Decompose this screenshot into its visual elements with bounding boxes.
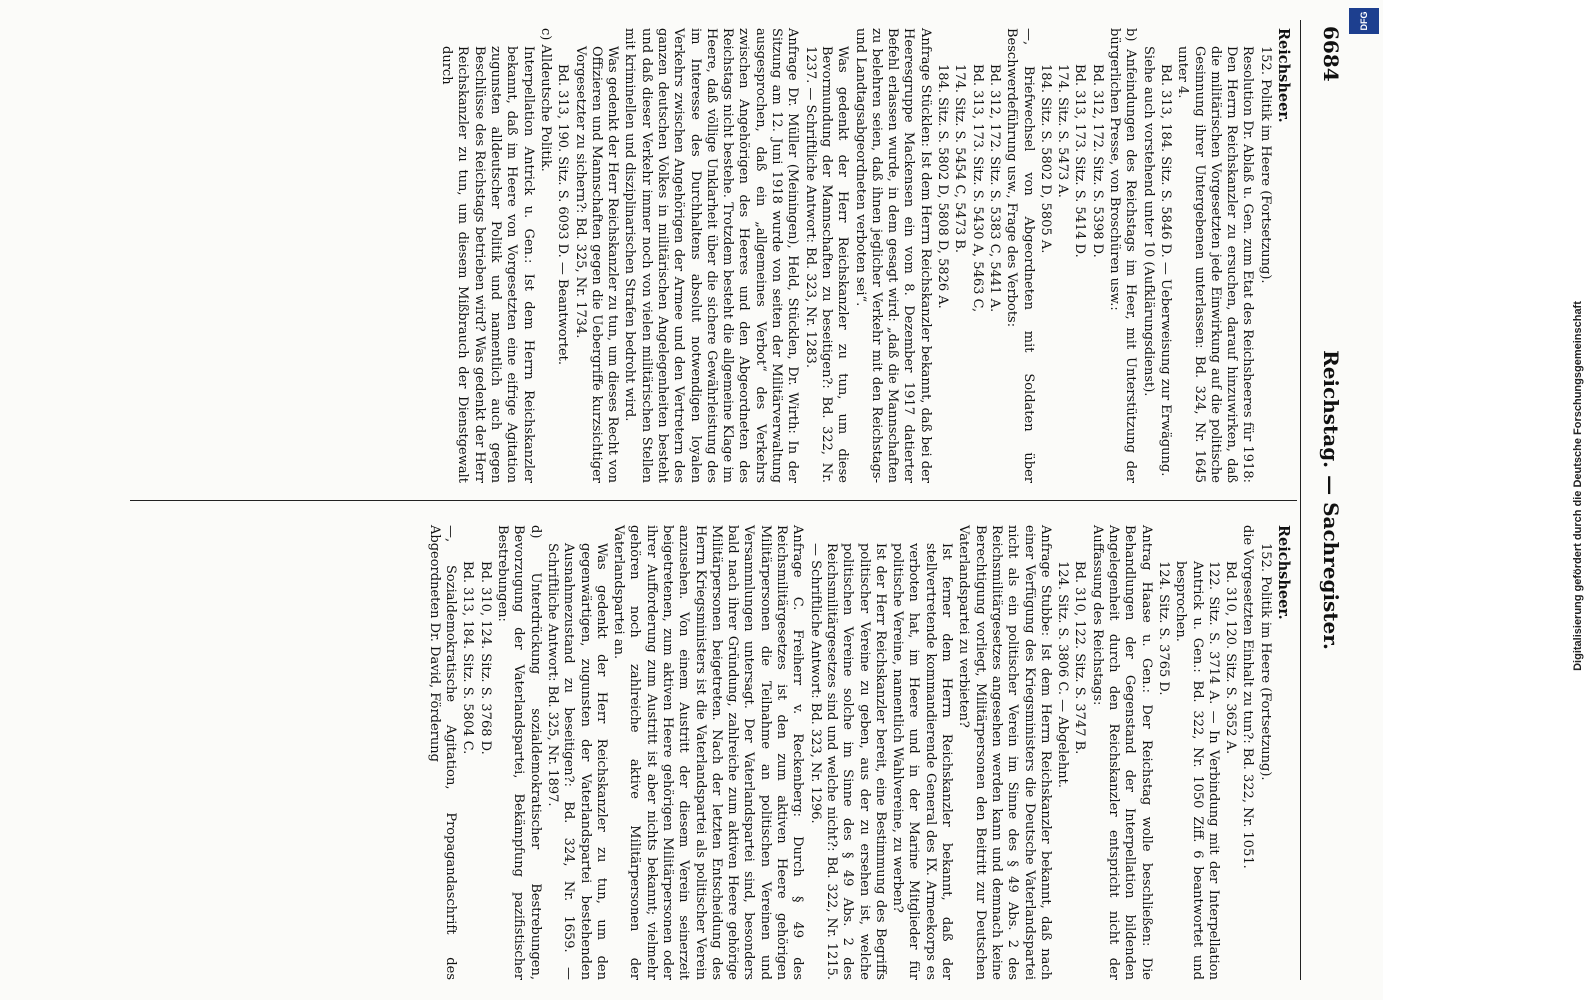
left-paragraph: Anfrage Stücklen: Ist dem Herrn Reichskanzler bekannt, daß bei der Heeresgruppe Mackensen ein vom 8. Dezember 1917 datierter Befehl erlassen wurde, in dem gesagt wird: „daß die Mannschaften zu belehren seien, daß ihnen jeglicher Verkehr mit den Reichstags- und Landtagsabgeordneten verboten sei“.: [852, 28, 933, 483]
right-paragraph: 124. Sitz. S. 3765 D.: [1155, 561, 1171, 696]
left-paragraph: 184. Sitz. S. 5802 D, 5805 A.: [1037, 64, 1053, 254]
right-paragraph: Bd. 310, 124. Sitz. S. 3768 D.: [477, 561, 493, 755]
right-paragraph: Anfrage Stubbe: Ist dem Herrn Reichskanzler bekannt, daß nach einer Verfügung des Kriegsministers die Deutsche Vaterlandspartei nicht als ein politischer Verein im Sinne des § 49 Abs. 2 des Reichsmilitärgesetzes angesehen werden kann und demnach keine Berechtigung vorliegt, Militärpersonen den Beitritt zur Deutschen Vaterlandspartei zu verbieten?: [956, 525, 1053, 980]
right-column-heading: 152. Politik im Heere (Fortsetzung).: [1257, 543, 1273, 781]
left-paragraph: 174. Sitz. S. 5473 A.: [1055, 64, 1071, 198]
right-column: [425, 525, 1291, 980]
left-paragraph: Anfrage Dr. Müller (Meiningen), Held, Stücklen, Dr. Wirth: In der Sitzung am 12. Juni 1918 wurde von seiten der Militärverwaltung ausgesprochen, daß ein „allgemeines Verbot“ des Verkehrs zwischen Angehörigen des Heeres und den Abgeordneten des Reichstags nicht bestehe. Trotzdem besteht die allgemeine Klage im Heere, daß völlige Unklarheit über die sichere Gewährleistung des im Interesse des Durchhaltens absolut notwendigen loyalen Verkehrs zwischen Angehörigen der Armee und den Vertretern des ganzen deutschen Volkes in militärischen Angelegenheiten besteht und daß dieser Verkehr immer noch von vielen militärischen Stellen mit kriminellen und disziplinarischen Strafen bedroht wird.: [622, 28, 801, 483]
right-paragraph: d) Unterdrückung sozialdemokratischer Bestrebungen, Bevorzugung der Vaterlandspartei, Bekämpfung pazifistischer Bestrebungen:: [495, 525, 543, 980]
right-paragraph: Was gedenkt der Herr Reichskanzler zu tun, um den gegenwärtigen, zugunsten der Vaterlandspartei bestehenden Ausnahmezustand zu beseitigen?: Bd. 324, Nr. 1659. — Schriftliche Antwort: Bd. 325, Nr. 1897.: [544, 543, 609, 980]
right-paragraph: Anfrage C. Freiherr v. Reckenberg: Durch § 49 des Reichsmilitärgesetzes ist den zum aktiven Heere gehörigen Militärpersonen die Teilnahme an politischen Vereinen und Versammlungen untersagt. Der Vaterlandspartei sind, besonders bald nach ihrer Gründung, zahlreiche zum aktiven Heere gehörige Militärpersonen beigetreten. Nach der letzten Entscheidung des Herrn Kriegsministers ist die Vaterlandspartei als politischer Verein anzusehen. Von einem Austritt der diesem Verein seinerzeit beigetretenen, zum aktiven Heere gehörigen Militärpersonen oder ihrer Aufforderung zum Austritt ist aber nichts bekannt; vielmehr gehören noch zahlreiche aktive Militärpersonen der Vaterlandspartei an.: [611, 525, 806, 980]
left-paragraph: Bd. 313, 173. Sitz. S. 5430 A, 5463 C,: [969, 64, 985, 313]
digitization-credit: Digitalisierung gefördert durch die Deutsche Forschungsgemeinschaft: [1572, 301, 1584, 671]
running-title: Reichstag. — Sachregister.: [1319, 350, 1343, 650]
right-paragraph: —, Sozialdemokratische Agitation, Propagandaschrift des Abgeordneten Dr. David, Förderung: [426, 525, 459, 980]
right-paragraph: Ist der Herr Reichskanzler bereit, eine Bestimmung des Begriffs politischer Vereine zu geben, aus der zu ersehen ist, welche politischen Vereine solche im Sinne des § 49 Abs. 2 des Reichsmilitärgesetzes sind und welche nicht?: Bd. 322, Nr. 1215. — Schriftliche Antwort: Bd. 323, Nr. 1296.: [807, 543, 888, 980]
left-paragraph: Interpellation Antrick u. Gen.: Ist dem Herrn Reichskanzler bekannt, daß im Heere von Vorgesetzten eine eifrige Agitation zugunsten alldeutscher Politik und namentlich auch gegen Beschlüsse des Reichstags betrieben wird? Was gedenkt der Herr Reichskanzler zu tun, um diesem Mißbrauch der Dienstgewalt durch: [439, 46, 536, 483]
dfg-logo: DFG: [1349, 8, 1379, 34]
left-paragraph: Was gedenkt der Herr Reichskanzler zu tun, um dieses Recht von Offizieren und Mannschaften gegen die Uebergriffe kurzsichtiger Vorgesetzter zu sichern?: Bd. 325, Nr. 1734.: [572, 46, 621, 483]
right-paragraph: Ist ferner dem Herrn Reichskanzler bekannt, daß der stellvertretende kommandierende General des IX. Armeekorps es verboten hat, im Heere und in der Marine Mitglieder für politische Vereine, namentlich Wahlvereine, zu werben?: [890, 543, 955, 980]
header-rule: [1300, 20, 1301, 980]
right-paragraph: Bd. 310, 120. Sitz. S. 3652 A.: [1223, 561, 1239, 755]
left-column: [437, 28, 1291, 483]
left-paragraph: 184. Sitz. S. 5802 D, 5808 D, 5826 A.: [935, 64, 951, 309]
column-divider: [130, 500, 1297, 501]
left-column-catchword: Reichsheer.: [1275, 28, 1292, 123]
left-paragraph: Bd. 313, 190. Sitz. S. 6093 D. — Beantwortet.: [555, 64, 571, 366]
right-column-catchword: Reichsheer.: [1275, 525, 1292, 620]
right-paragraph: 124. Sitz. S. 3806 C. — Abgelehnt.: [1055, 561, 1071, 788]
left-column-heading: 152. Politik im Heere (Fortsetzung).: [1257, 46, 1273, 284]
page-header: [1305, 0, 1383, 1000]
left-paragraph: Bd. 312, 172. Sitz. S. 5398 D.: [1089, 64, 1105, 258]
left-paragraph: Was gedenkt der Herr Reichskanzler zu tun, um diese Bevormundung der Mannschaften zu beseitigen?: Bd. 322, Nr. 1237. — Schriftliche Antwort: Bd. 323, Nr. 1283.: [802, 46, 851, 483]
page-number: 6684: [1319, 26, 1343, 82]
right-paragraph: die Vorgesetzten Einhalt zu tun?: Bd. 322, Nr. 1051.: [1240, 525, 1256, 869]
right-paragraph: Antrag Haase u. Gen.: Der Reichstag wolle beschließen: Die Behandlungen der Gegenstand der Interpellation bildenden Angelegenheit durch den Reichskanzler entspricht nicht der Auffassung des Reichstags:: [1089, 525, 1154, 980]
right-paragraph: Bd. 310, 122. Sitz. S. 3747 B.: [1072, 561, 1088, 755]
left-paragraph: c) Alldeutsche Politik.: [537, 28, 553, 172]
left-paragraph: Bd. 312, 172. Sitz. S. 5383 C, 5441 A.: [986, 64, 1002, 313]
right-paragraph: Bd. 313, 184. Sitz. S. 5804 C.: [460, 561, 476, 755]
left-paragraph: Bd. 313, 184. Sitz. S. 5846 D. — Ueberweisung zur Erwägung.: [1157, 64, 1173, 477]
left-paragraph: Bd. 313, 173. Sitz. S. 5414 D.: [1072, 64, 1088, 258]
left-paragraph: Siehe auch vorstehend unter 10 (Aufklärungsdienst).: [1140, 46, 1156, 397]
right-paragraph: 122. Sitz. S. 3714 A. — In Verbindung mit der Interpellation Antrick u. Gen.: Bd. 322, Nr. 1050 Ziff. 6 beantwortet und besprochen.: [1173, 561, 1221, 980]
left-paragraph: Resolution Dr. Ablaß u. Gen. zum Etat des Reichsheeres für 1918: Den Herrn Reichskanzler zu ersuchen, darauf hinzuwirken, daß die militärischen Vorgesetzten jede Einwirkung auf die politische Gesinnung ihrer Untergebenen unterlassen: Bd. 324, Nr. 1645 unter 4.: [1175, 46, 1256, 483]
left-paragraph: 174. Sitz. S. 5454 C, 5473 B.: [952, 64, 968, 254]
left-paragraph: b) Anfeindungen des Reichstags im Heer, mit Unterstützung der bürgerlichen Presse, von Broschüren usw.:: [1107, 28, 1139, 483]
left-paragraph: —, Briefwechsel von Abgeordneten mit Soldaten über Beschwerdeführung usw., Frage des Verbots:: [1004, 28, 1036, 483]
